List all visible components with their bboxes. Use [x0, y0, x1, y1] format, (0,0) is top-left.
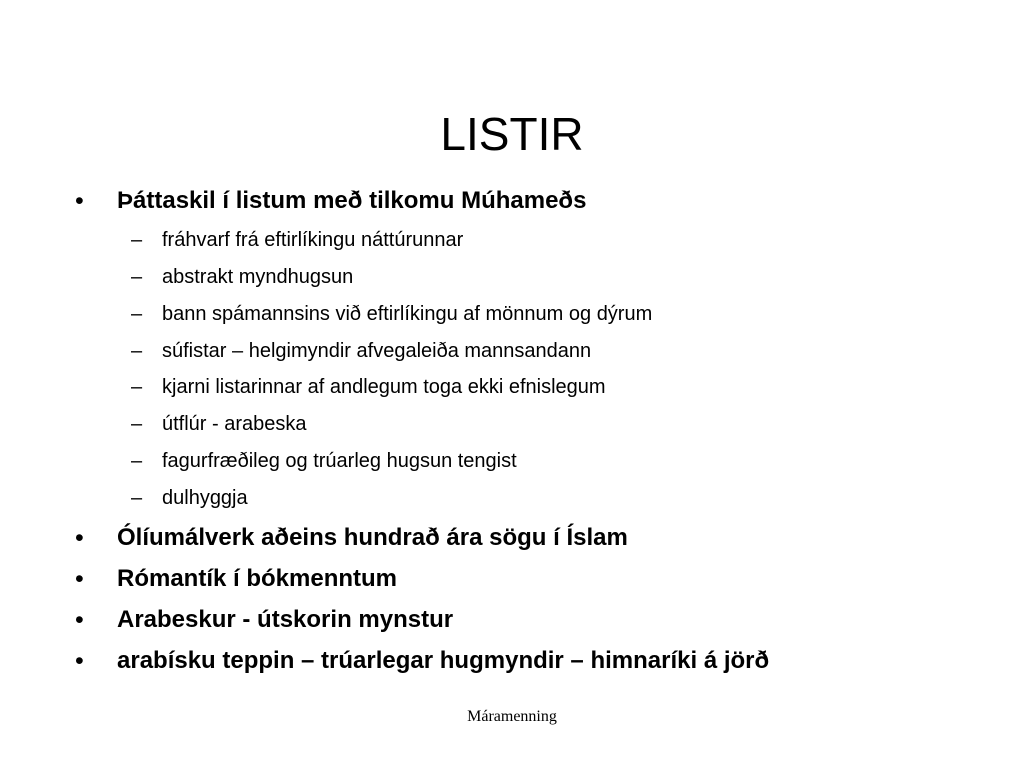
dash-marker: – — [131, 303, 143, 325]
sub-item-text: bann spámannsins við eftirlíkingu af mönnum og dýrum — [162, 303, 653, 325]
dash-marker: – — [131, 450, 143, 472]
sub-item-text: fagurfræðileg og trúarleg hugsun tengist — [162, 450, 517, 472]
bullet-text: Arabeskur - útskorin mynstur — [117, 606, 454, 633]
dash-marker: – — [131, 413, 143, 435]
slide-footer: Máramenning — [467, 708, 557, 725]
bullet-text: arabísku teppin – trúarlegar hugmyndir – himnaríki á jörð — [117, 647, 770, 674]
bullet-marker: • — [75, 647, 84, 675]
slide-title: LISTIR — [440, 108, 584, 160]
sub-item-text: fráhvarf frá eftirlíkingu náttúrunnar — [162, 229, 464, 251]
bullet-marker: • — [75, 606, 84, 634]
dash-marker: – — [131, 266, 143, 288]
sub-item-text: dulhyggja — [162, 487, 248, 509]
dash-marker: – — [131, 487, 143, 509]
sub-item-text: útflúr - arabeska — [162, 413, 307, 435]
dash-marker: – — [131, 340, 143, 362]
bullet-text: Þáttaskil í listum með tilkomu Múhameðs — [117, 187, 587, 214]
bullet-marker: • — [75, 524, 84, 552]
dash-marker: – — [131, 229, 143, 251]
bullet-marker: • — [75, 187, 84, 215]
bullet-marker: • — [75, 565, 84, 593]
sub-item-text: kjarni listarinnar af andlegum toga ekki efnislegum — [162, 376, 606, 398]
sub-item-text: súfistar – helgimyndir afvegaleiða mannsandann — [162, 340, 592, 362]
bullet-text: Rómantík í bókmenntum — [117, 565, 398, 592]
bullet-text: Ólíumálverk aðeins hundrað ára sögu í Íslam — [117, 524, 628, 551]
sub-item-text: abstrakt myndhugsun — [162, 266, 354, 288]
dash-marker: – — [131, 376, 143, 398]
